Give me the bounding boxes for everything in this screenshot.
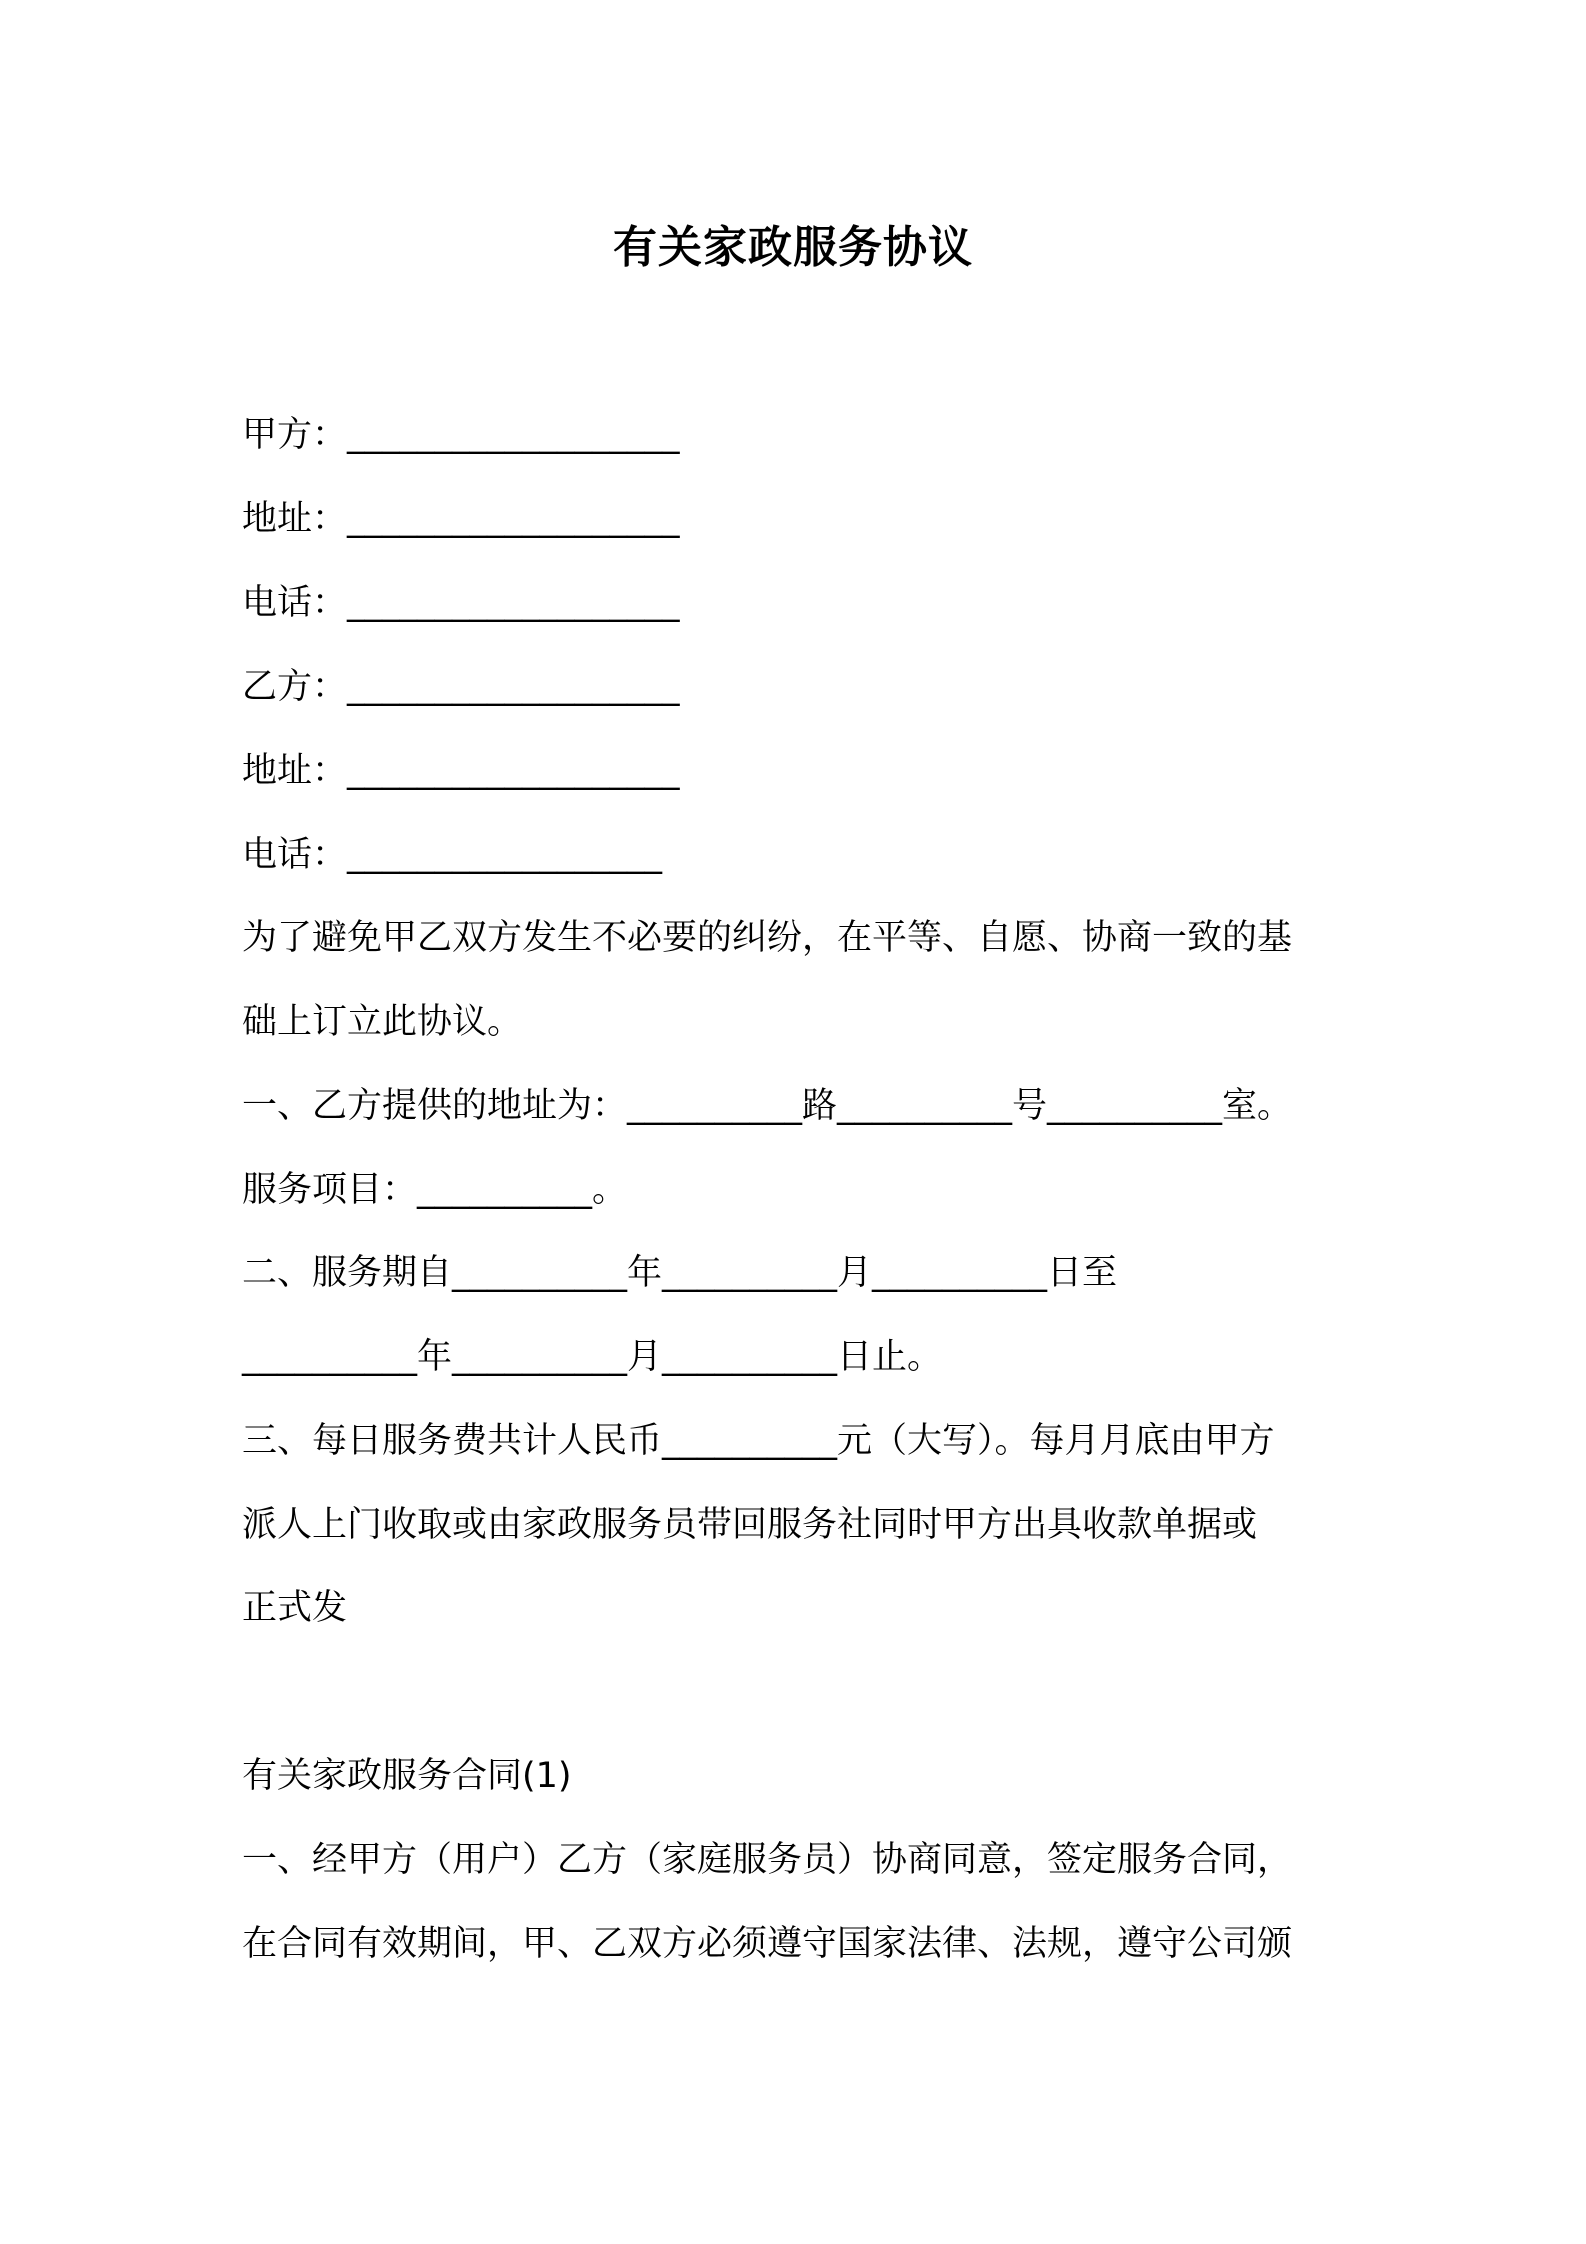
clause-3-fee-line-1: 三、每日服务费共计人民币__________元（大写）。每月月底由甲方	[242, 1421, 1275, 1461]
party-a-address-line: 地址：___________________	[242, 499, 680, 539]
party-a-name-line: 甲方：___________________	[242, 415, 680, 455]
party-a-phone-line: 电话：___________________	[242, 583, 680, 623]
intro-paragraph-line-1: 为了避免甲乙双方发生不必要的纠纷，在平等、自愿、协商一致的基	[242, 918, 1293, 958]
clause-1-service-items-line: 服务项目：__________。	[242, 1170, 628, 1210]
clause-3-fee-line-3: 正式发	[242, 1588, 348, 1628]
clause-2-period-line-1: 二、服务期自__________年__________月__________日至	[242, 1253, 1118, 1293]
intro-paragraph-line-2: 础上订立此协议。	[242, 1002, 523, 1042]
contract-clause-1-line-1: 一、经甲方（用户）乙方（家庭服务员）协商同意，签定服务合同，	[242, 1840, 1293, 1880]
contract-section-title: 有关家政服务合同(1)	[242, 1756, 572, 1796]
clause-2-period-line-2: __________年__________月__________日止。	[242, 1337, 943, 1377]
party-b-name-line: 乙方：___________________	[242, 667, 680, 707]
party-b-address-line: 地址：___________________	[242, 751, 680, 791]
clause-3-fee-line-2: 派人上门收取或由家政服务员带回服务社同时甲方出具收款单据或	[242, 1505, 1258, 1545]
clause-1-address-line: 一、乙方提供的地址为：__________路__________号__________室。	[242, 1086, 1293, 1126]
contract-clause-1-line-2: 在合同有效期间，甲、乙双方必须遵守国家法律、法规，遵守公司颁	[242, 1924, 1293, 1964]
document-title: 有关家政服务协议	[613, 222, 973, 273]
party-b-phone-line: 电话：__________________	[242, 835, 663, 875]
